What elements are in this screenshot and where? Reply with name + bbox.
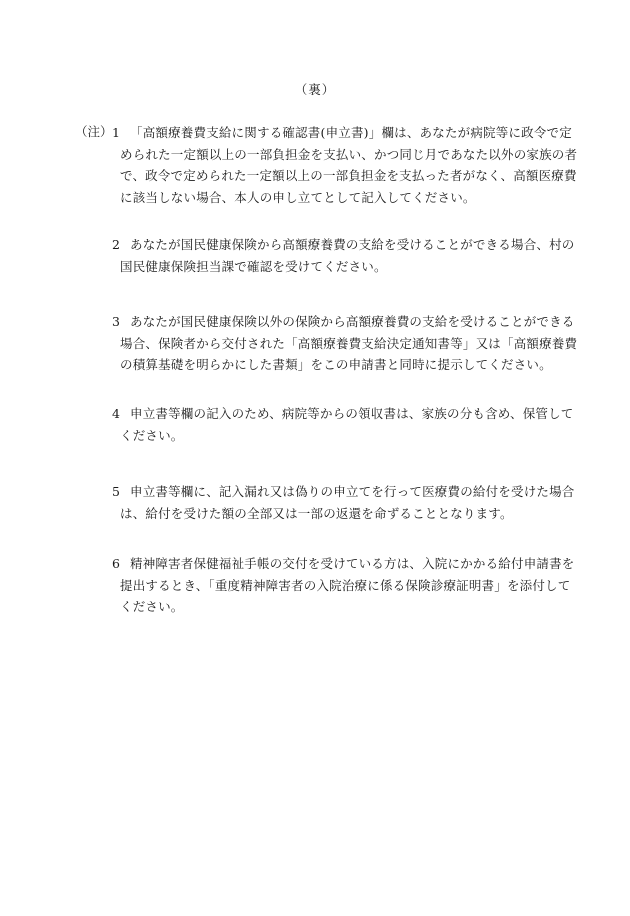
note-3	[112, 311, 578, 376]
note-line: の積算基礎を明らかにした書類」をこの申請書と同時に提示してください。	[120, 357, 552, 372]
note-1	[112, 122, 578, 208]
note-number: 4	[112, 406, 121, 421]
note-line: 精神障害者保健福祉手帳の交付を受けている方は、入院にかかる給付申請書を	[130, 556, 575, 571]
note-number: 2	[112, 237, 121, 252]
note-number: 1	[112, 125, 121, 140]
note-line: 「高額療養費支給に関する確認書(申立書)」欄は、あなたが病院等に政令で定	[130, 125, 572, 140]
note-line: ください。	[120, 599, 184, 614]
notes-label: （注）	[75, 124, 113, 139]
note-line: に該当しない場合、本人の申し立てとして記入してください。	[120, 189, 476, 205]
note-4	[112, 403, 574, 446]
note-line: 場合、保険者から交付された「高額療養費支給決定通知書等」又は「高額療養費	[120, 335, 578, 351]
note-2	[112, 234, 575, 277]
note-line: 申立書等欄に、記入漏れ又は偽りの申立てを行って医療費の給付を受けた場合	[130, 484, 575, 499]
page-heading: （裏）	[294, 82, 336, 97]
note-line: 国民健康保険担当課で確認を受けてください。	[120, 258, 387, 274]
note-line: 申立書等欄の記入のため、病院等からの領収書は、家族の分も含め、保管して	[130, 406, 574, 421]
note-line: 提出するとき、「重度精神障害者の入院治療に係る保険診療証明書」を添付して	[120, 577, 571, 593]
note-5	[112, 481, 575, 524]
note-line: あなたが国民健康保険から高額療養費の支給を受けることができる場合、村の	[130, 237, 575, 252]
note-line: あなたが国民健康保険以外の保険から高額療養費の支給を受けることができる	[130, 314, 575, 329]
note-number: 6	[112, 556, 121, 571]
note-line: で、政令で定められた一定額以上の一部負担金を支払った者がなく、高額医療費	[120, 168, 577, 183]
note-line: は、給付を受けた額の全部又は一部の返還を命ずることとなります。	[120, 505, 513, 521]
note-number: 5	[112, 484, 121, 499]
note-6	[112, 553, 575, 618]
note-line: められた一定額以上の一部負担金を支払い、かつ同じ月であなた以外の家族の者	[120, 146, 578, 162]
note-line: ください。	[120, 427, 184, 443]
note-number: 3	[112, 314, 121, 329]
